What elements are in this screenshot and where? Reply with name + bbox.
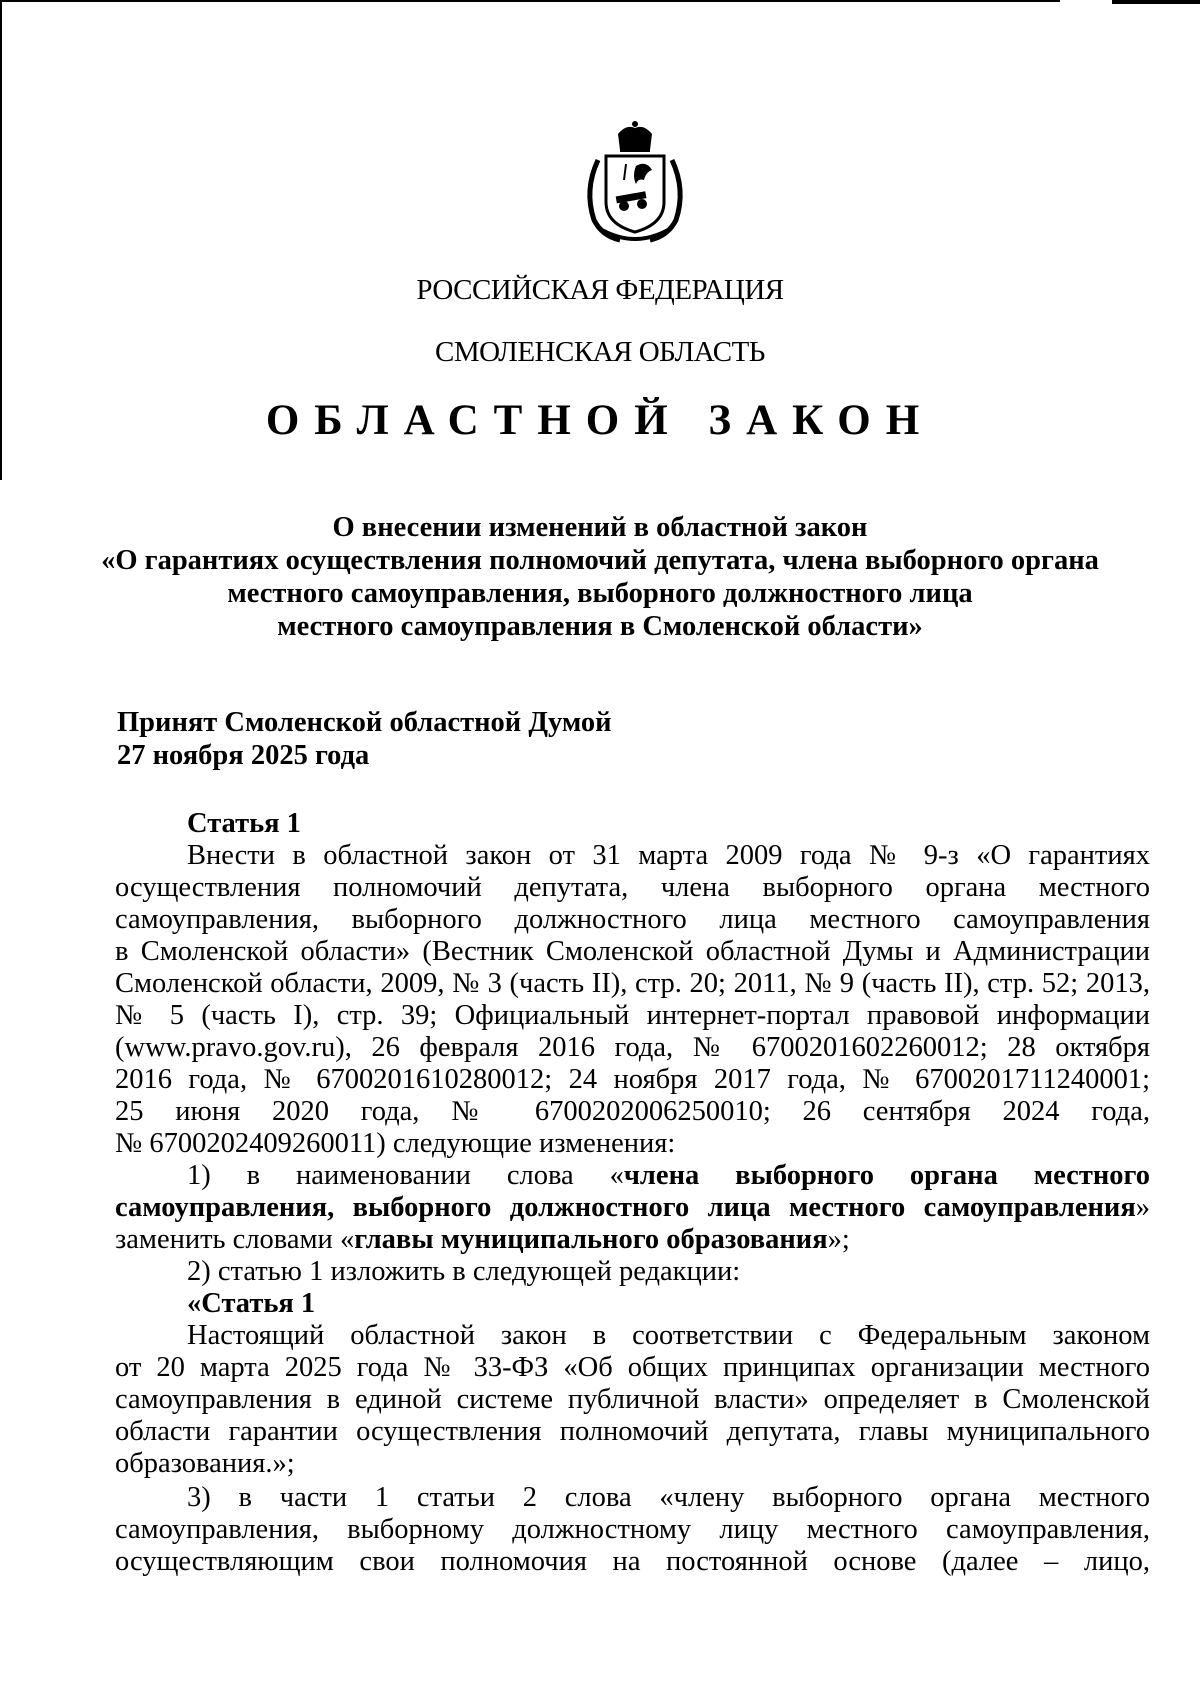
quoted-line: области гарантии осуществления полномочий депутата, главы муниципального [115,1416,1150,1447]
paragraph-line: осуществления полномочий депутата, члена выборного органа местного [115,872,1150,903]
law-title-line-2: «О гарантиях осуществления полномочий депутата, члена выборного органа [101,545,1099,576]
item-1-line: самоуправления, выборного должностного лица местного самоуправления» [115,1192,1150,1223]
smolensk-coat-of-arms-icon [580,120,690,246]
paragraph-line: (www.pravo.gov.ru), 26 февраля 2016 года, № 6700201602260012; 28 октября [115,1032,1150,1063]
law-type-title: ОБЛАСТНОЙ ЗАКОН [265,397,935,444]
paragraph-line: № 5 (часть I), стр. 39; Официальный интернет-портал правовой информации [115,1000,1150,1031]
paragraph-line: 2016 года, № 6700201610280012; 24 ноября 2017 года, № 6700201711240001; [115,1064,1150,1095]
adoption-date: 27 ноября 2025 года [117,740,370,771]
quoted-line: от 20 марта 2025 года № 33-ФЗ «Об общих принципах организации местного [115,1352,1150,1383]
paragraph-line: № 6700202409260011) следующие изменения: [115,1128,676,1159]
law-title-line-4: местного самоуправления в Смоленской области» [277,611,923,642]
item-1-line: заменить словами «главы муниципального образования»; [115,1224,850,1255]
region-heading: СМОЛЕНСКАЯ ОБЛАСТЬ [435,336,765,368]
paragraph-line: Смоленской области, 2009, № 3 (часть II), стр. 20; 2011, № 9 (часть II), стр. 52; 2013, [115,968,1150,999]
article-heading: Статья 1 [187,808,301,839]
quoted-line: самоуправления в единой системе публичной власти» определяет в Смоленской [115,1384,1150,1415]
item-3-line: самоуправления, выборному должностному лицу местного самоуправления, [115,1514,1150,1545]
adoption-line: Принят Смоленской областной Думой [117,707,612,738]
quoted-line: Настоящий областной закон в соответствии с Федеральным законом [187,1320,1150,1351]
paragraph-line: Внести в областной закон от 31 марта 2009 года № 9-з «О гарантиях [187,840,1150,871]
item-3-line: осуществляющим свои полномочия на постоянной основе (далее – лицо, [115,1546,1150,1577]
paragraph-line: в Смоленской области» (Вестник Смоленской областной Думы и Администрации [115,936,1150,967]
law-title-line-1: О внесении изменений в областной закон [332,512,868,543]
scan-border-top [0,0,1060,2]
item-2-line: 2) статью 1 изложить в следующей редакции: [187,1256,741,1287]
paragraph-line: 25 июня 2020 года, № 6700202006250010; 26 сентября 2024 года, [115,1096,1150,1127]
item-3-line: 3) в части 1 статьи 2 слова «члену выборного органа местного [187,1482,1150,1513]
law-title-line-3: местного самоуправления, выборного должностного лица [227,578,973,609]
article-body [115,808,1150,1578]
item-1-line: 1) в наименовании слова «члена выборного органа местного [187,1160,1150,1191]
paragraph-line: самоуправления, выборного должностного лица местного самоуправления [115,904,1150,935]
quoted-article-heading: «Статья 1 [187,1288,316,1319]
country-heading: РОССИЙСКАЯ ФЕДЕРАЦИЯ [416,274,784,306]
quoted-line: образования.»; [115,1448,295,1479]
scan-border-corner [1112,0,1200,4]
